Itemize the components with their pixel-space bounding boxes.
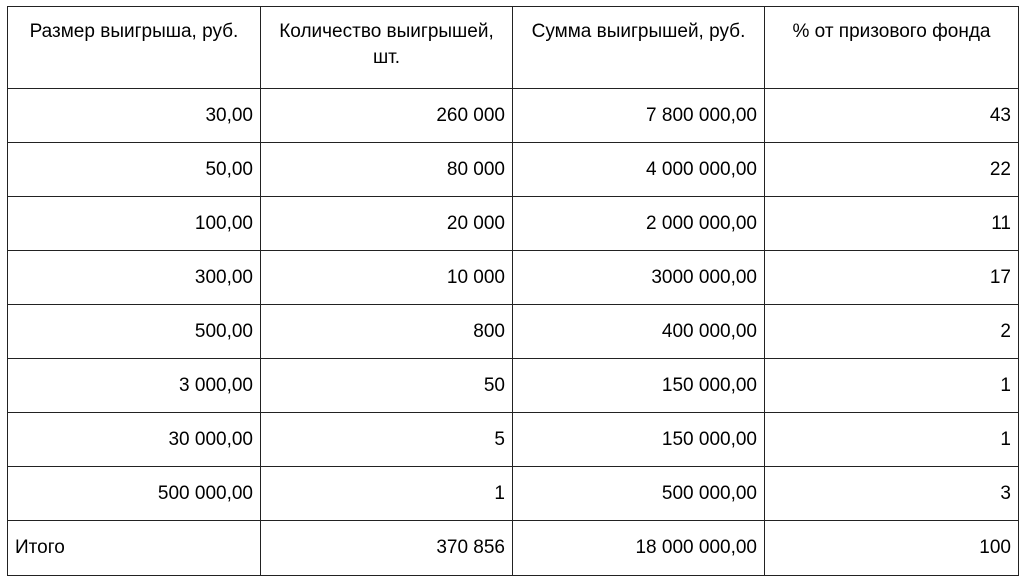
cell-fund-percent: 3 — [765, 467, 1019, 521]
table-row — [8, 197, 1019, 251]
table-row — [8, 413, 1019, 467]
cell-prize-sum: 400 000,00 — [513, 305, 765, 359]
cell-fund-percent: 11 — [765, 197, 1019, 251]
header-fund-percent: % от призового фонда — [765, 7, 1019, 89]
cell-fund-percent: 22 — [765, 143, 1019, 197]
cell-fund-percent: 43 — [765, 89, 1019, 143]
cell-prize-count: 50 — [261, 359, 513, 413]
table-row — [8, 89, 1019, 143]
cell-prize-amount: 30,00 — [8, 89, 261, 143]
cell-prize-count: 20 000 — [261, 197, 513, 251]
cell-prize-sum: 7 800 000,00 — [513, 89, 765, 143]
cell-prize-count: 260 000 — [261, 89, 513, 143]
total-prize-count: 370 856 — [261, 521, 513, 576]
table-row — [8, 251, 1019, 305]
cell-prize-amount: 3 000,00 — [8, 359, 261, 413]
cell-fund-percent: 1 — [765, 413, 1019, 467]
cell-prize-sum: 2 000 000,00 — [513, 197, 765, 251]
header-prize-sum: Сумма выигрышей, руб. — [513, 7, 765, 89]
cell-fund-percent: 17 — [765, 251, 1019, 305]
cell-prize-amount: 100,00 — [8, 197, 261, 251]
cell-fund-percent: 1 — [765, 359, 1019, 413]
prize-table — [7, 6, 1019, 576]
header-prize-amount: Размер выигрыша, руб. — [8, 7, 261, 89]
cell-prize-sum: 150 000,00 — [513, 413, 765, 467]
cell-prize-amount: 50,00 — [8, 143, 261, 197]
total-label: Итого — [8, 521, 261, 576]
cell-prize-count: 1 — [261, 467, 513, 521]
total-row — [8, 521, 1019, 576]
cell-prize-sum: 500 000,00 — [513, 467, 765, 521]
cell-prize-count: 10 000 — [261, 251, 513, 305]
table-row — [8, 305, 1019, 359]
cell-prize-amount: 30 000,00 — [8, 413, 261, 467]
header-prize-count: Количество выигрышей, шт. — [261, 7, 513, 89]
cell-prize-sum: 4 000 000,00 — [513, 143, 765, 197]
table-row — [8, 143, 1019, 197]
cell-prize-count: 800 — [261, 305, 513, 359]
cell-prize-count: 5 — [261, 413, 513, 467]
total-fund-percent: 100 — [765, 521, 1019, 576]
cell-prize-count: 80 000 — [261, 143, 513, 197]
cell-fund-percent: 2 — [765, 305, 1019, 359]
cell-prize-amount: 500,00 — [8, 305, 261, 359]
cell-prize-sum: 3000 000,00 — [513, 251, 765, 305]
table-row — [8, 359, 1019, 413]
cell-prize-amount: 500 000,00 — [8, 467, 261, 521]
table-row — [8, 467, 1019, 521]
header-row — [8, 7, 1019, 89]
cell-prize-amount: 300,00 — [8, 251, 261, 305]
table-body — [8, 89, 1019, 576]
cell-prize-sum: 150 000,00 — [513, 359, 765, 413]
table-header — [8, 7, 1019, 89]
total-prize-sum: 18 000 000,00 — [513, 521, 765, 576]
